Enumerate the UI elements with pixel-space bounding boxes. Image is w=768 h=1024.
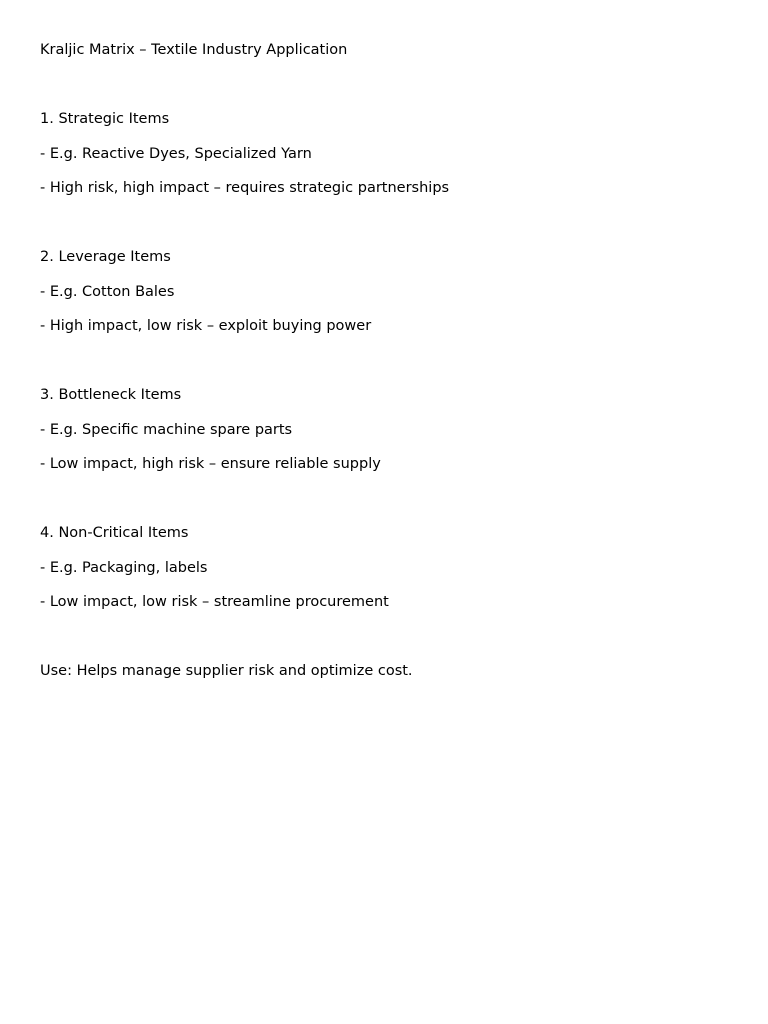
- section-item: - Low impact, low risk – streamline procurement: [40, 594, 389, 610]
- section-item: - E.g. Packaging, labels: [40, 559, 208, 576]
- section-heading: 2. Leverage Items: [40, 249, 171, 265]
- section-heading: 3. Bottleneck Items: [40, 387, 182, 403]
- section-item: - E.g. Specific machine spare parts: [40, 421, 293, 438]
- document-footer-note: Use: Helps manage supplier risk and optimize cost.: [40, 663, 413, 679]
- section-item: - E.g. Reactive Dyes, Specialized Yarn: [40, 145, 312, 162]
- section-heading: 1. Strategic Items: [40, 111, 170, 127]
- document-page: [40, 40, 740, 681]
- section-item: - High impact, low risk – exploit buying power: [40, 318, 372, 334]
- section-item: - High risk, high impact – requires strategic partnerships: [40, 180, 450, 196]
- section-heading: 4. Non-Critical Items: [40, 525, 189, 541]
- section-strategic-items: [40, 109, 740, 198]
- section-item: - E.g. Cotton Bales: [40, 283, 175, 300]
- section-non-critical-items: [40, 523, 740, 612]
- section-leverage-items: [40, 247, 740, 336]
- document-title: Kraljic Matrix – Textile Industry Application: [40, 42, 348, 58]
- section-item: - Low impact, high risk – ensure reliable supply: [40, 456, 381, 472]
- section-bottleneck-items: [40, 385, 740, 474]
